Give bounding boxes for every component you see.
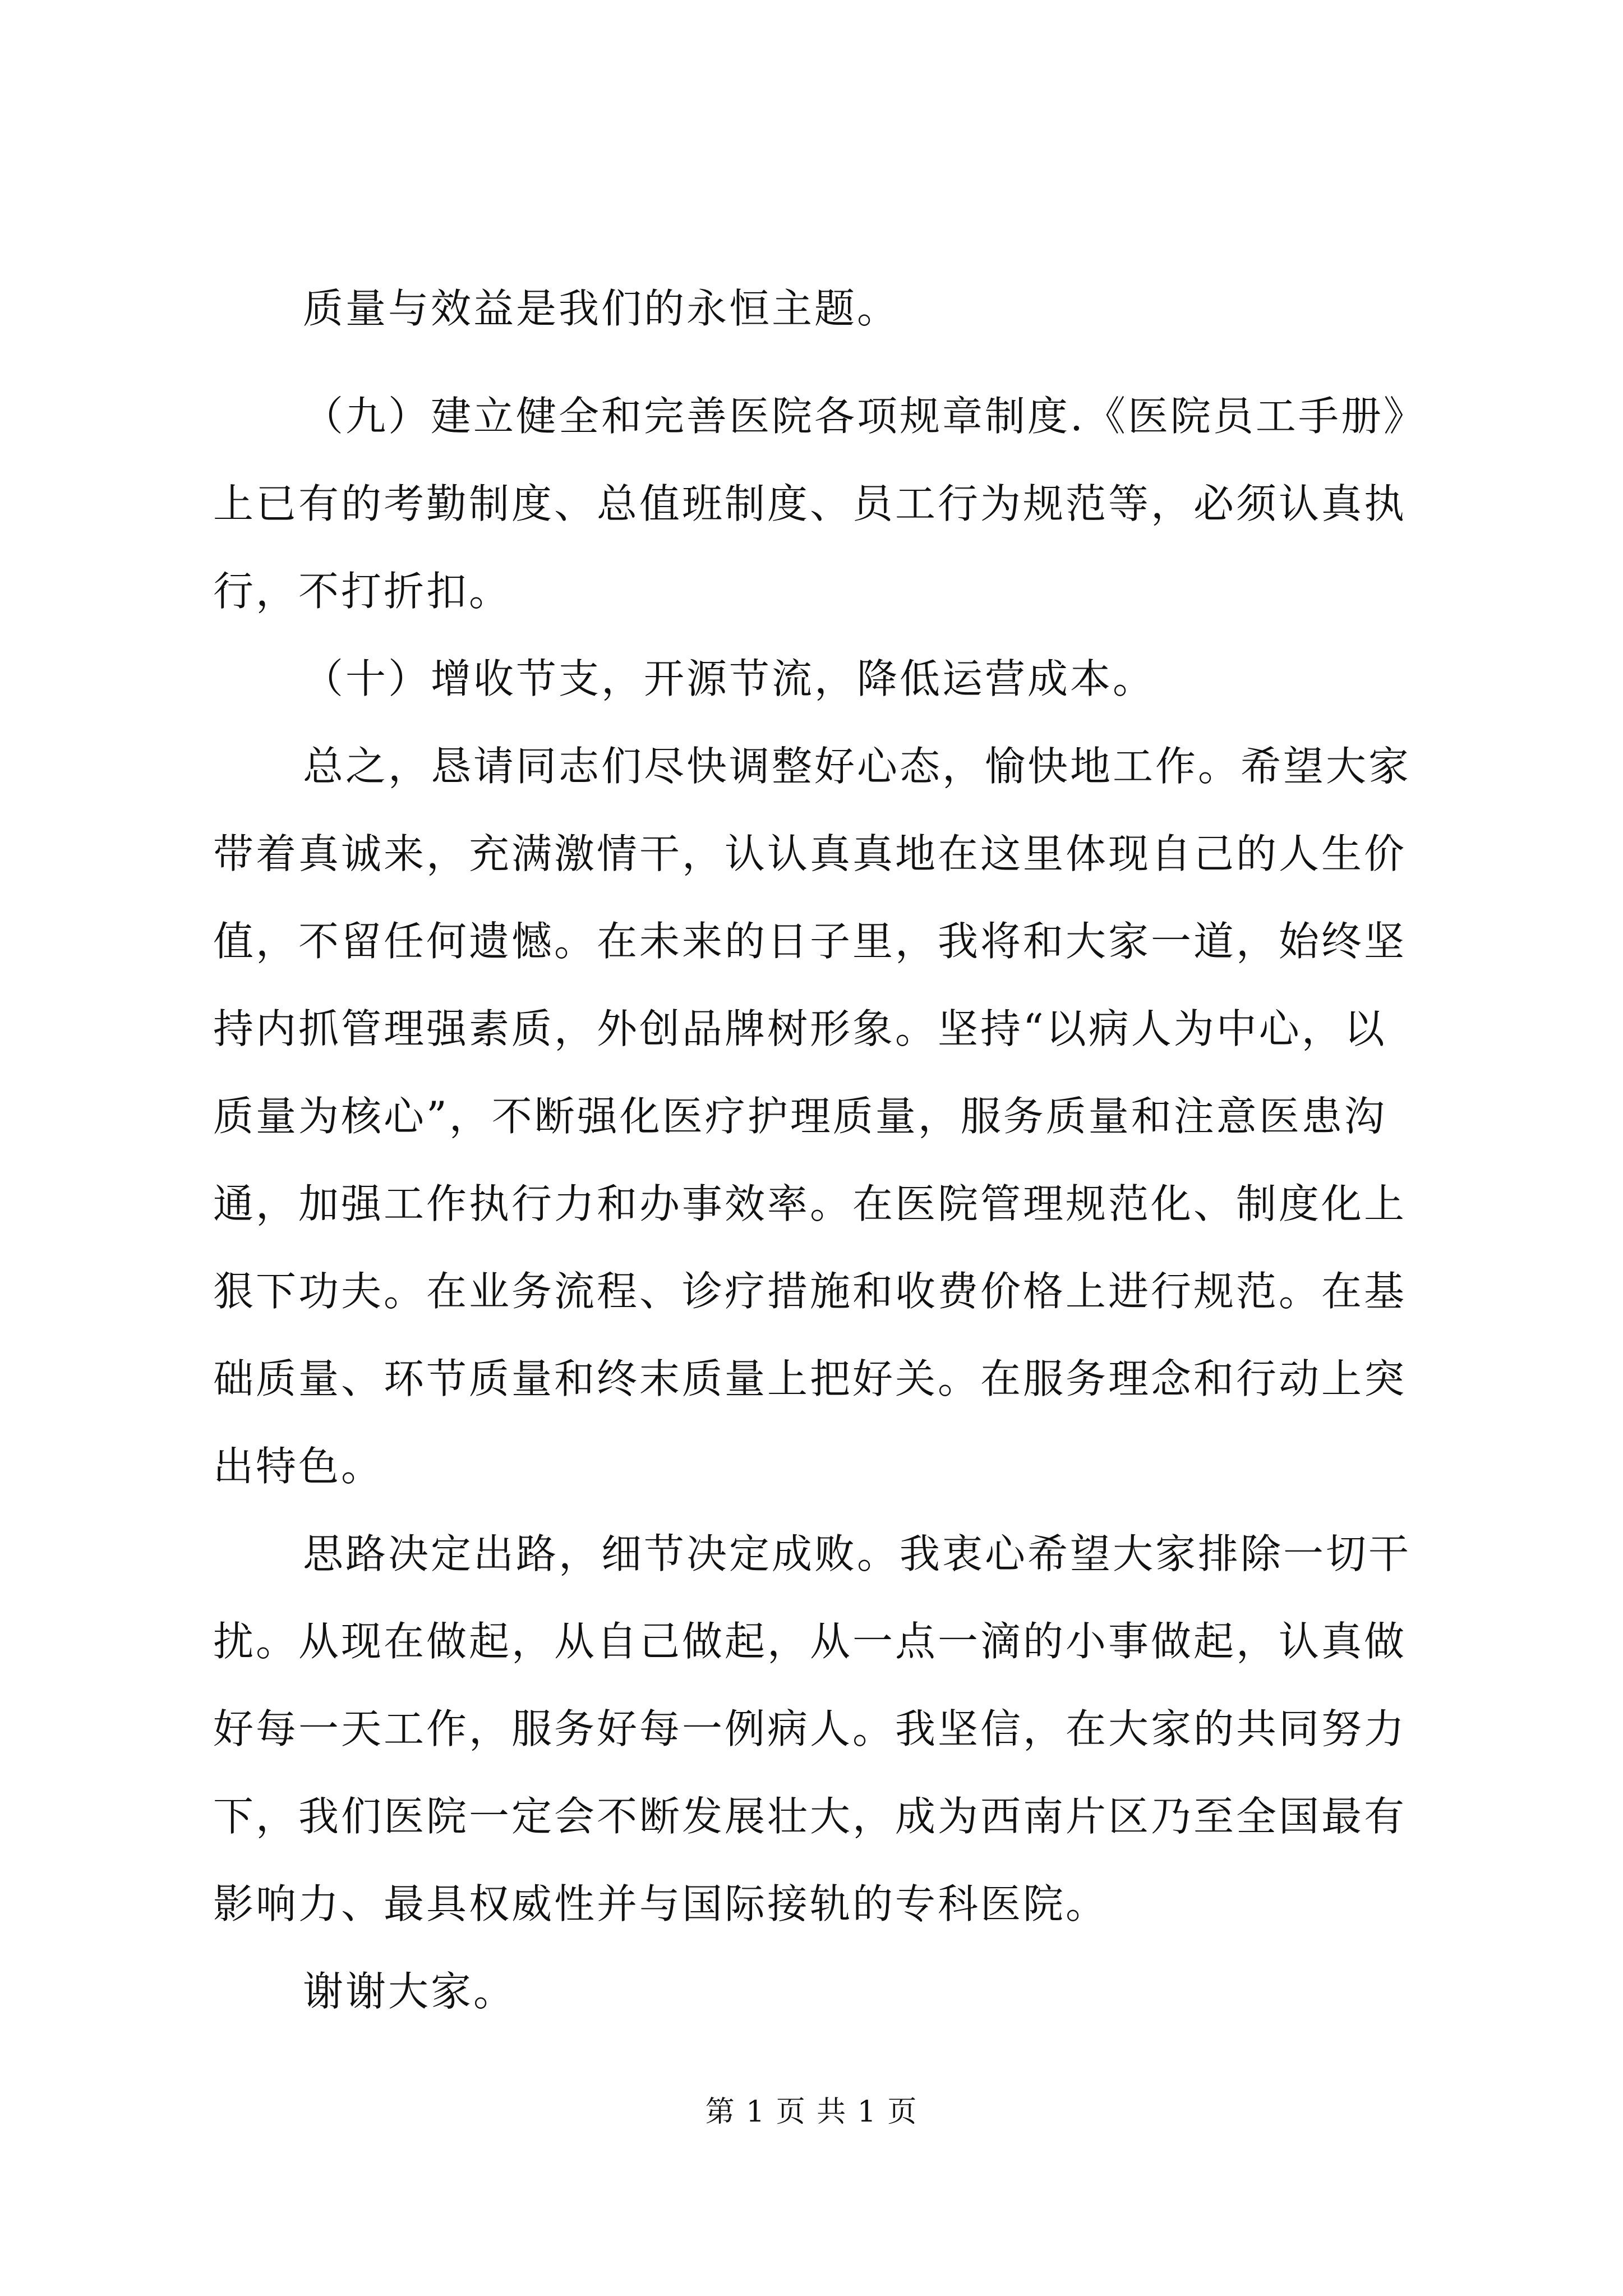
text-line: 行，不打折扣。 [213, 568, 512, 615]
text-line: 质量与效益是我们的永恒主题。 [303, 285, 900, 332]
text-line: 狠下功夫。在业务流程、诊疗措施和收费价格上进行规范。在基 [213, 1268, 1407, 1315]
text-line: 质量为核心”，不断强化医疗护理质量，服务质量和注意医患沟 [213, 1093, 1387, 1140]
text-line: 思路决定出路，细节决定成败。我衷心希望大家排除一切干 [303, 1530, 1412, 1577]
text-line: 影响力、最具权威性并与国际接轨的专科医院。 [213, 1880, 1109, 1927]
text-line: 础质量、环节质量和终末质量上把好关。在服务理念和行动上突 [213, 1355, 1407, 1402]
text-line: 通，加强工作执行力和办事效率。在医院管理规范化、制度化上 [213, 1180, 1407, 1227]
text-line: （九）建立健全和完善医院各项规章制度.《医院员工手册》 [303, 393, 1426, 440]
text-line: 谢谢大家。 [303, 1968, 517, 2015]
text-line: （十）增收节支，开源节流，降低运营成本。 [303, 655, 1156, 702]
text-line: 带着真诚来，充满激情干，认认真真地在这里体现自己的人生价 [213, 830, 1407, 877]
text-line: 值，不留任何遗憾。在未来的日子里，我将和大家一道，始终坚 [213, 918, 1407, 965]
text-line: 扰。从现在做起，从自己做起，从一点一滴的小事做起，认真做 [213, 1618, 1407, 1665]
text-line: 好每一天工作，服务好每一例病人。我坚信，在大家的共同努力 [213, 1705, 1407, 1752]
text-line: 下，我们医院一定会不断发展壮大，成为西南片区乃至全国最有 [213, 1793, 1407, 1840]
page-footer: 第 1 页 共 1 页 [705, 2095, 918, 2129]
text-line: 出特色。 [213, 1443, 384, 1490]
text-line: 持内抓管理强素质，外创品牌树形象。坚持“以病人为中心，以 [213, 1005, 1387, 1052]
text-line: 上已有的考勤制度、总值班制度、员工行为规范等，必须认真执 [213, 480, 1407, 527]
text-line: 总之，恳请同志们尽快调整好心态，愉快地工作。希望大家 [303, 743, 1412, 790]
